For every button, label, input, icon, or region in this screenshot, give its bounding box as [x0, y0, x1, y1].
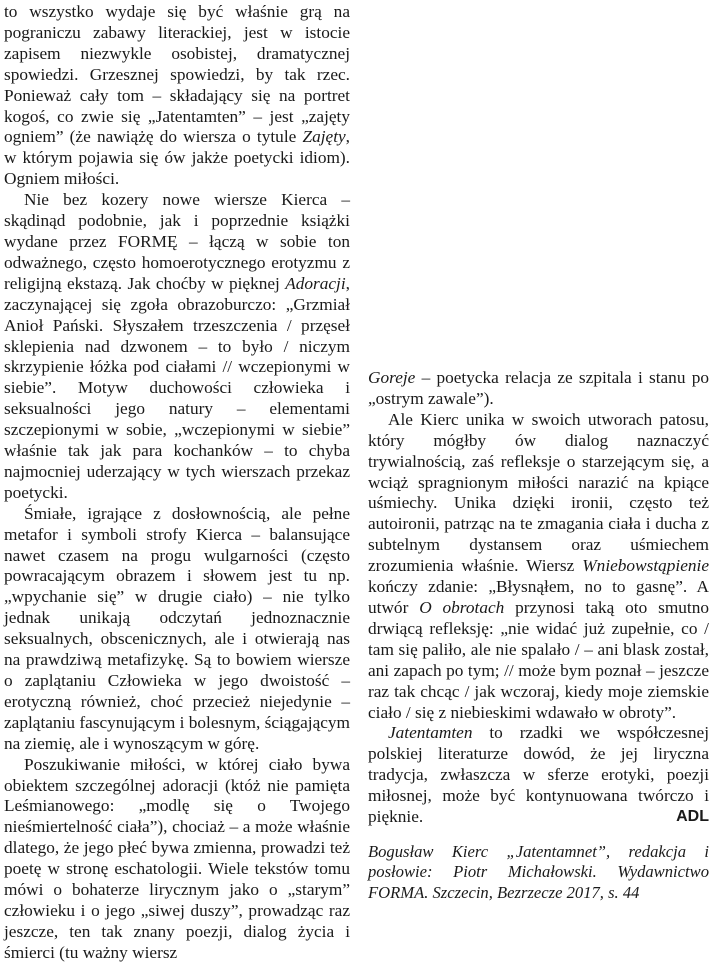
paragraph-3: Śmiałe, igrające z dosłownością, ale pełne metafor i symboli strofy Kierca – balansujące nawet czasem na progu wulgarności (często powracającym obrazem i słowem jest tu np. „wpychanie się” w drugie ciało) – nie tylko jednak unikają odczytań jednoznacznie seksualnych, obscenicznych, ale i otwierają nas na prawdziwą metafizykę. Są to bowiem wiersze o zaplątaniu Człowieka w jego dwoistość – erotyczną również, choć przecież niejedynie – zaplątaniu fascynującym i bolesnym, ściągającym na ziemię, ale i wynoszącym w górę.	[4, 503, 350, 753]
right-column	[368, 368, 709, 904]
paragraph-2-end: , zaczynającej się zgoła obrazoburczo: „Grzmiał Anioł Pański. Słyszałem trzeszczenia / przęseł sklepienia nad dzwonem – to było / niczym skrzypienie łóżka pod ciałami // wczepionymi w siebie”. Motyw duchowości człowieka i seksualności jego natury – elementami szczepionymi w sobie, „wczepionymi w siebie” właśnie tak jak para kochanków – to chyba najmocniej uderzający w tych wierszach przekaz poetycki.	[4, 273, 350, 502]
left-column	[4, 2, 350, 964]
paragraph-5-text: – poetycka relacja ze szpitala i stanu po „ostrym zawale”).	[368, 368, 709, 408]
paragraph-6-text: Ale Kierc unika w swoich utworach patosu, który mógłby ów dialog naznaczyć trywialnością, zaś refleksje o starzejącym się, a wciąż spragnionym miłości narazić na kpiące uśmiechy. Unika dzięki ironii, często też autoironii, patrząc na te zmagania ciała i ducha z subtelnym dystansem oraz uśmiechem zrozumienia właśnie. Wiersz	[368, 409, 709, 576]
paragraph-2-italic: Adoracji	[285, 273, 346, 293]
paragraph-6-mid: kończy zdanie: „Błysnąłem, no to gasnę”. A utwór	[368, 577, 709, 617]
author-signature: ADL	[676, 807, 709, 825]
paragraph-7-text: to rzadki we współczesnej polskiej literaturze dowód, że jej liryczna tradycja, zwłaszcza w sferze erotyki, poezji miłosnej, może być kontynuowana twórczo i pięknie.	[368, 723, 709, 827]
paragraph-7-italic: Jatentamten	[388, 723, 473, 743]
paragraph-5	[368, 368, 709, 410]
paragraph-2	[4, 190, 350, 504]
paragraph-1	[4, 2, 350, 190]
paragraph-2-text: Nie bez kozery nowe wiersze Kierca – skądinąd podobnie, jak i poprzednie książki wydane przez FORMĘ – łączą w sobie ton odważnego, często homoerotycznego erotyzmu z religijną ekstazą. Jak choćby w pięknej	[4, 190, 350, 293]
paragraph-4: Poszukiwanie miłości, w której ciało bywa obiektem szczególnej adoracji (któż nie pamięta Leśmianowego: „modlę się o Twojego nieśmiertelność ciała”), chociaż – a może właśnie dlatego, że jego płeć bywa zmienna, prowadzi też poetę w stronę eschatologii. Wiele tekstów tomu mówi o bohaterze lirycznym jako o „starym” człowieku i o jego „siwej duszy”, prowadząc raz jeszcze, ten tak znany poezji, dialog życia i śmierci (tu ważny wiersz	[4, 754, 350, 962]
paragraph-6	[368, 410, 709, 724]
paragraph-6-end: przynosi taką oto smutno drwiącą refleksję: „nie widać już zupełnie, co / tam się paliło, ale nie spalało / – ani blask został, ani zapach po tym; // może bym poznał – jeszcze raz tak chcąc / jak wczoraj, kiedy moje ziemskie ciało / się z niebieskimi wdawało w obroty”.	[368, 597, 710, 722]
paragraph-6-italic: Wniebowstąpienie	[582, 556, 709, 576]
paragraph-1-text: to wszystko wydaje się być właśnie grą na pograniczu zabawy literackiej, jest w istocie zapisem niezwykle osobistej, dramatycznej spowiedzi. Grzesznej spowiedzi, by tak rzec. Ponieważ cały tom – składający się na portret kogoś, co zwie się „Jatentamten” – jest „zajęty ogniem” (że nawiążę do wiersza o tytule	[4, 2, 350, 147]
paragraph-1-end: , w którym pojawia się ów jakże poetycki idiom). Ogniem miłości.	[4, 127, 350, 189]
paragraph-6-italic-2: O obrotach	[419, 597, 505, 617]
book-credits: Bogusław Kierc „Jatentamnet”, redakcja i posłowie: Piotr Michałowski. Wydawnictwo FORMA. Szczecin, Bezrzecze 2017, s. 44	[368, 841, 709, 903]
paragraph-5-italic: Goreje	[368, 368, 416, 387]
paragraph-1-italic: Zajęty	[302, 127, 346, 147]
